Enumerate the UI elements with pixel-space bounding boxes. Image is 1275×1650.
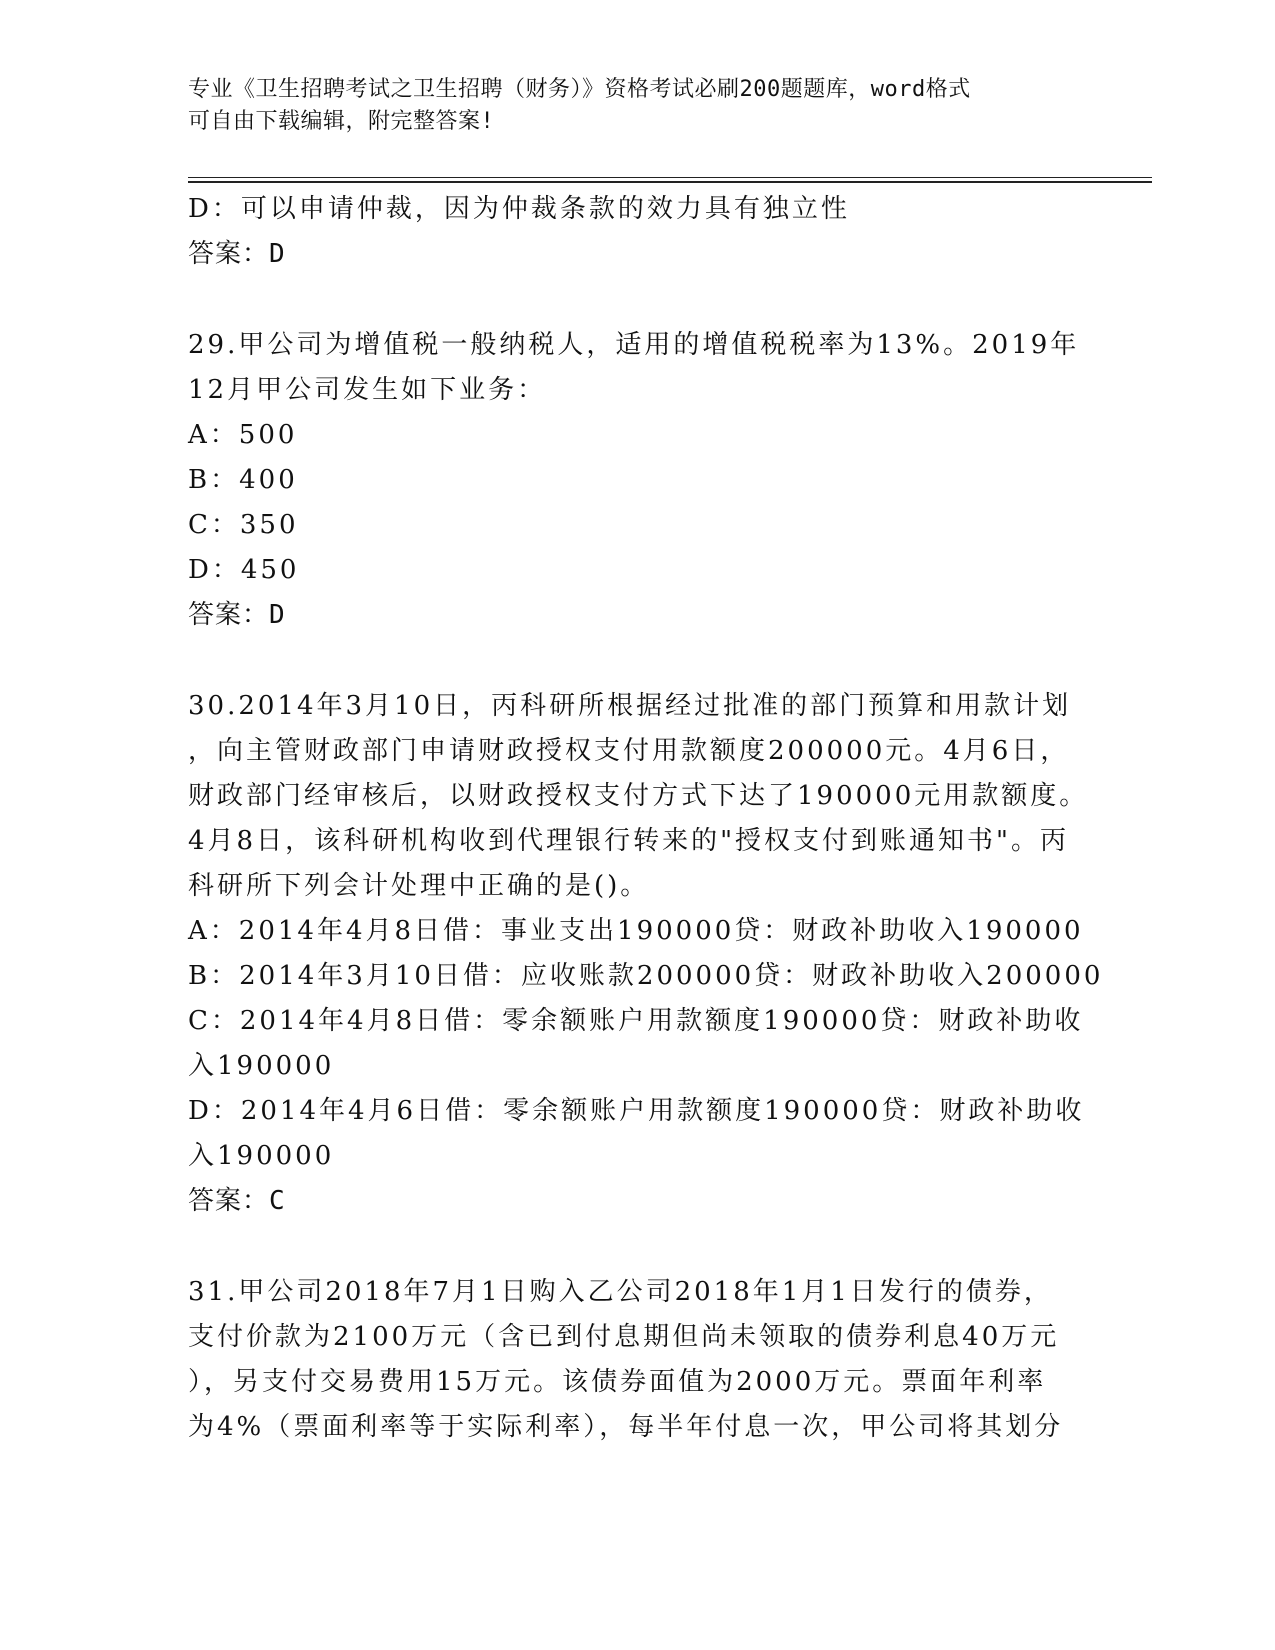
q28-answer: 答案：D bbox=[188, 239, 286, 269]
question-28-tail bbox=[188, 187, 1088, 277]
q28-option-d: D：可以申请仲裁，因为仲裁条款的效力具有独立性 bbox=[188, 194, 850, 224]
q29-option-d: D：450 bbox=[188, 555, 300, 585]
q30-option-b: B：2014年3月10日借：应收账款200000贷：财政补助收入200000 bbox=[188, 961, 1104, 991]
q30-option-c-line-1: C：2014年4月8日借：零余额账户用款额度190000贷：财政补助收 bbox=[188, 1006, 1084, 1036]
q29-option-c: C：350 bbox=[188, 510, 299, 540]
q30-option-a: A：2014年4月8日借：事业支出190000贷：财政补助收入190000 bbox=[188, 916, 1084, 946]
q29-answer: 答案：D bbox=[188, 600, 286, 630]
q30-answer: 答案：C bbox=[188, 1186, 286, 1216]
spacer bbox=[188, 277, 1088, 323]
q31-stem-line-2: 支付价款为2100万元（含已到付息期但尚未领取的债券利息40万元 bbox=[188, 1322, 1060, 1352]
q30-stem-line-4: 4月8日，该科研机构收到代理银行转来的"授权支付到账通知书"。丙 bbox=[188, 826, 1070, 856]
q30-stem-line-3: 财政部门经审核后，以财政授权支付方式下达了190000元用款额度。 bbox=[188, 781, 1089, 811]
q30-option-c-line-2: 入190000 bbox=[188, 1051, 335, 1081]
q30-stem-line-2: ，向主管财政部门申请财政授权支付用款额度200000元。4月6日， bbox=[188, 736, 1070, 766]
question-31 bbox=[188, 1270, 1088, 1450]
question-29 bbox=[188, 323, 1088, 638]
q30-stem-line-1: 30.2014年3月10日，丙科研所根据经过批准的部门预算和用款计划 bbox=[188, 691, 1072, 721]
q29-stem-line-1: 29.甲公司为增值税一般纳税人，适用的增值税税率为13%。2019年 bbox=[188, 330, 1080, 360]
q31-stem-line-1: 31.甲公司2018年7月1日购入乙公司2018年1月1日发行的债券， bbox=[188, 1277, 1053, 1307]
q31-stem-line-3: ），另支付交易费用15万元。该债券面值为2000万元。票面年利率 bbox=[188, 1367, 1047, 1397]
header-divider-thick bbox=[188, 181, 1152, 183]
q31-stem-line-4: 为4%（票面利率等于实际利率），每半年付息一次，甲公司将其划分 bbox=[188, 1412, 1064, 1442]
q29-stem-line-2: 12月甲公司发生如下业务： bbox=[188, 375, 547, 405]
spacer bbox=[188, 638, 1088, 684]
page-header bbox=[188, 74, 1068, 138]
q30-stem-line-5: 科研所下列会计处理中正确的是()。 bbox=[188, 871, 650, 901]
q30-option-d-line-2: 入190000 bbox=[188, 1141, 335, 1171]
header-line-2: 可自由下载编辑，附完整答案! bbox=[188, 109, 495, 134]
header-divider-thin bbox=[188, 177, 1152, 178]
question-30 bbox=[188, 684, 1104, 1224]
q30-option-d-line-1: D：2014年4月6日借：零余额账户用款额度190000贷：财政补助收 bbox=[188, 1096, 1085, 1126]
spacer bbox=[188, 1224, 1088, 1270]
q29-option-b: B：400 bbox=[188, 465, 298, 495]
header-line-1: 专业《卫生招聘考试之卫生招聘（财务）》资格考试必刷200题题库，word格式 bbox=[188, 77, 971, 102]
document-body bbox=[188, 187, 1104, 1450]
q29-option-a: A：500 bbox=[188, 420, 298, 450]
